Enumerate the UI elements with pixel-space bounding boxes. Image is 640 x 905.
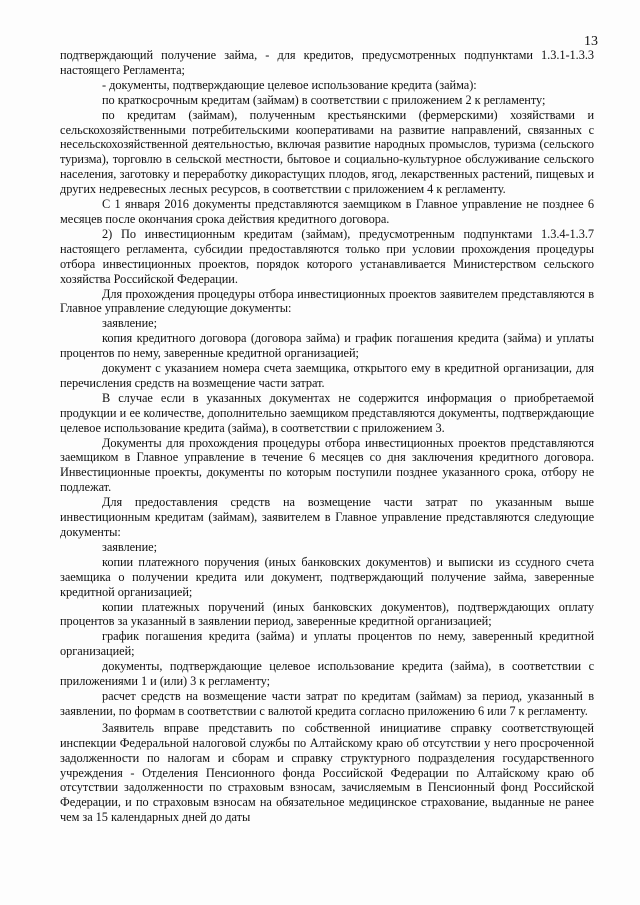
paragraph: Заявитель вправе представить по собственной инициативе справку соответствующей инспекции Федеральной налоговой службы по Алтайскому краю об отсутствии у него просроченной задолженности по налогам и сборам и справку структурного подразделения государственного учреждения - Отделения Пенсионного фонда Российской Федерации по Алтайскому краю об отсутствии задолженности по страховым взносам, зачисляемым в Пенсионный фонд Российской Федерации, и по страховым взносам на обязательное медицинское страхование, выданные не ранее чем за 15 календарных дней до даты: [60, 720, 594, 825]
paragraph: Для предоставления средств на возмещение части затрат по указанным выше инвестиционным кредитам (займам), заявителем в Главное управление представляются следующие документы:: [60, 495, 594, 539]
paragraph: - документы, подтверждающие целевое использование кредита (займа):: [102, 77, 477, 92]
paragraph: Для прохождения процедуры отбора инвестиционных проектов заявителем представляются в Главное управление следующие документы:: [60, 286, 594, 316]
document-body: [60, 48, 594, 825]
paragraph: график погашения кредита (займа) и уплаты процентов по нему, заверенный кредитной организацией;: [60, 629, 594, 659]
page-number: 13: [584, 34, 598, 49]
paragraph: расчет средств на возмещение части затрат по кредитам (займам) за период, указанный в заявлении, по формам в соответствии с валютой кредита согласно приложению 6 или 7 к регламенту.: [60, 688, 594, 718]
paragraph: заявление;: [102, 539, 157, 554]
paragraph: заявление;: [102, 316, 157, 331]
paragraph: копии платежных поручений (иных банковских документов), подтверждающих оплату процентов за указанный в заявлении период, заверенные кредитной организацией;: [60, 599, 594, 629]
paragraph: Документы для прохождения процедуры отбора инвестиционных проектов представляются заемщиком в Главное управление в течение 6 месяцев со дня заключения кредитного договора. Инвестиционные проекты, документы по которым поступили позднее указанного срока, отбору не подлежат.: [60, 435, 594, 495]
paragraph: документ с указанием номера счета заемщика, открытого ему в кредитной организации, для перечисления средств на возмещение части затрат.: [60, 361, 594, 390]
paragraph: по кредитам (займам), полученным крестьянскими (фермерскими) хозяйствами и сельскохозяйственными потребительскими кооперативами на развитие направлений, связанных с несельскохозяйственной деятельностью, включая развитие народных промыслов, туризма (сельского туризма), торговлю в сельской местности, бытовое и социально-культурное обслуживание сельского населения, заготовку и переработку дикорастущих плодов, ягод, лекарственных растений, пищевых и других недревесных лесных ресурсов, в соответствии с приложением 4 к регламенту.: [60, 107, 594, 197]
paragraph: подтверждающий получение займа, - для кредитов, предусмотренных подпунктами 1.3.1-1.3.3 настоящего Регламента;: [60, 48, 594, 77]
paragraph: В случае если в указанных документах не содержится информация о приобретаемой продукции и ее количестве, дополнительно заемщиком представляются документы, подтверждающие целевое использование кредита (займа), в соответствии с приложением 3.: [60, 390, 594, 435]
paragraph: по краткосрочным кредитам (займам) в соответствии с приложением 2 к регламенту;: [102, 92, 546, 107]
paragraph: копия кредитного договора (договора займа) и график погашения кредита (займа) и уплаты процентов по нему, заверенные кредитной организацией;: [60, 331, 594, 361]
paragraph: 2) По инвестиционным кредитам (займам), предусмотренным подпунктами 1.3.4-1.3.7 настоящего регламента, субсидии предоставляются только при условии прохождения процедуры отбора инвестиционных проектов, порядок которого устанавливается Министерством сельского хозяйства Российской Федерации.: [60, 226, 594, 286]
paragraph: копии платежного поручения (иных банковских документов) и выписки из ссудного счета заемщика о получении кредита или документ, подтверждающий получение займа, заверенные кредитной организацией;: [60, 554, 594, 599]
paragraph: документы, подтверждающие целевое использование кредита (займа), в соответствии с приложениями 1 и (или) 3 к регламенту;: [60, 659, 594, 689]
paragraph: С 1 января 2016 документы представляются заемщиком в Главное управление не позднее 6 месяцев после окончания срока действия кредитного договора.: [60, 197, 594, 226]
